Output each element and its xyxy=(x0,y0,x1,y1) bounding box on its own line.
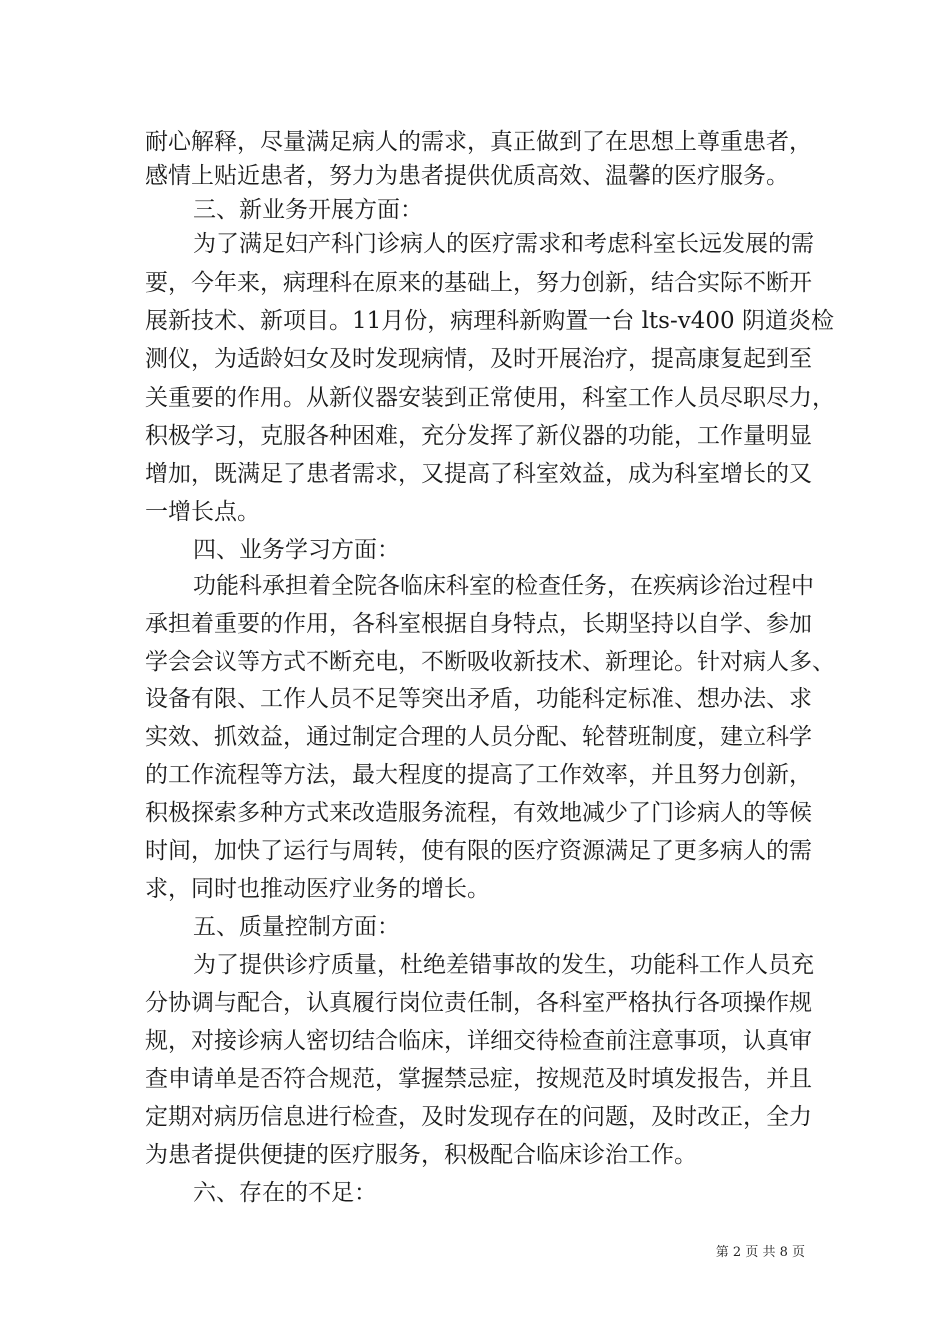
text-line: 积极探索多种方式来改造服务流程，有效地减少了门诊病人的等候 xyxy=(145,800,812,826)
text-line: 要，今年来，病理科在原来的基础上，努力创新，结合实际不断开 xyxy=(145,270,812,296)
text-line: 关重要的作用。从新仪器安装到正常使用，科室工作人员尽职尽力， xyxy=(145,385,835,411)
text-line: 展新技术、新项目。11月份，病理科新购置一台 lts-v400 阴道炎检 xyxy=(145,308,834,334)
text-line: 积极学习，克服各种困难，充分发挥了新仪器的功能，工作量明显 xyxy=(145,423,812,449)
text-line: 时间，加快了运行与周转，使有限的医疗资源满足了更多病人的需 xyxy=(145,838,812,864)
text-line: 分协调与配合，认真履行岗位责任制，各科室严格执行各项操作规 xyxy=(145,990,812,1016)
text-line: 规，对接诊病人密切结合临床，详细交待检查前注意事项，认真审 xyxy=(145,1028,812,1054)
text-line: 功能科承担着全院各临床科室的检查任务，在疾病诊治过程中 xyxy=(193,573,814,599)
text-line: 实效、抓效益，通过制定合理的人员分配、轮替班制度，建立科学 xyxy=(145,724,812,750)
text-line: 增加，既满足了患者需求，又提高了科室效益，成为科室增长的又 xyxy=(145,461,812,487)
text-line: 查申请单是否符合规范，掌握禁忌症，按规范及时填发报告，并且 xyxy=(145,1066,812,1092)
section-heading: 五、质量控制方面： xyxy=(193,914,400,940)
text-line: 学会会议等方式不断充电，不断吸收新技术、新理论。针对病人多、 xyxy=(145,649,835,675)
page-number: 第 2 页 共 8 页 xyxy=(715,1245,805,1260)
text-line: 的工作流程等方法，最大程度的提高了工作效率，并且努力创新， xyxy=(145,762,812,788)
text-line: 一增长点。 xyxy=(145,499,260,525)
text-line: 测仪，为适龄妇女及时发现病情，及时开展治疗，提高康复起到至 xyxy=(145,346,812,372)
text-line: 感情上贴近患者，努力为患者提供优质高效、温馨的医疗服务。 xyxy=(145,163,789,189)
text-line: 为了提供诊疗质量，杜绝差错事故的发生，功能科工作人员充 xyxy=(193,952,814,978)
section-heading: 三、新业务开展方面： xyxy=(193,197,423,223)
text-line: 设备有限、工作人员不足等突出矛盾，功能科定标准、想办法、求 xyxy=(145,686,812,712)
text-line: 定期对病历信息进行检查，及时发现存在的问题，及时改正，全力 xyxy=(145,1104,812,1130)
section-heading: 六、存在的不足： xyxy=(193,1180,377,1206)
text-line: 耐心解释，尽量满足病人的需求，真正做到了在思想上尊重患者， xyxy=(145,129,812,155)
text-line: 求，同时也推动医疗业务的增长。 xyxy=(145,876,490,902)
text-line: 承担着重要的作用，各科室根据自身特点，长期坚持以自学、参加 xyxy=(145,611,812,637)
section-heading: 四、业务学习方面： xyxy=(193,537,400,563)
text-line: 为患者提供便捷的医疗服务，积极配合临床诊治工作。 xyxy=(145,1142,697,1168)
text-line: 为了满足妇产科门诊病人的医疗需求和考虑科室长远发展的需 xyxy=(193,231,814,257)
